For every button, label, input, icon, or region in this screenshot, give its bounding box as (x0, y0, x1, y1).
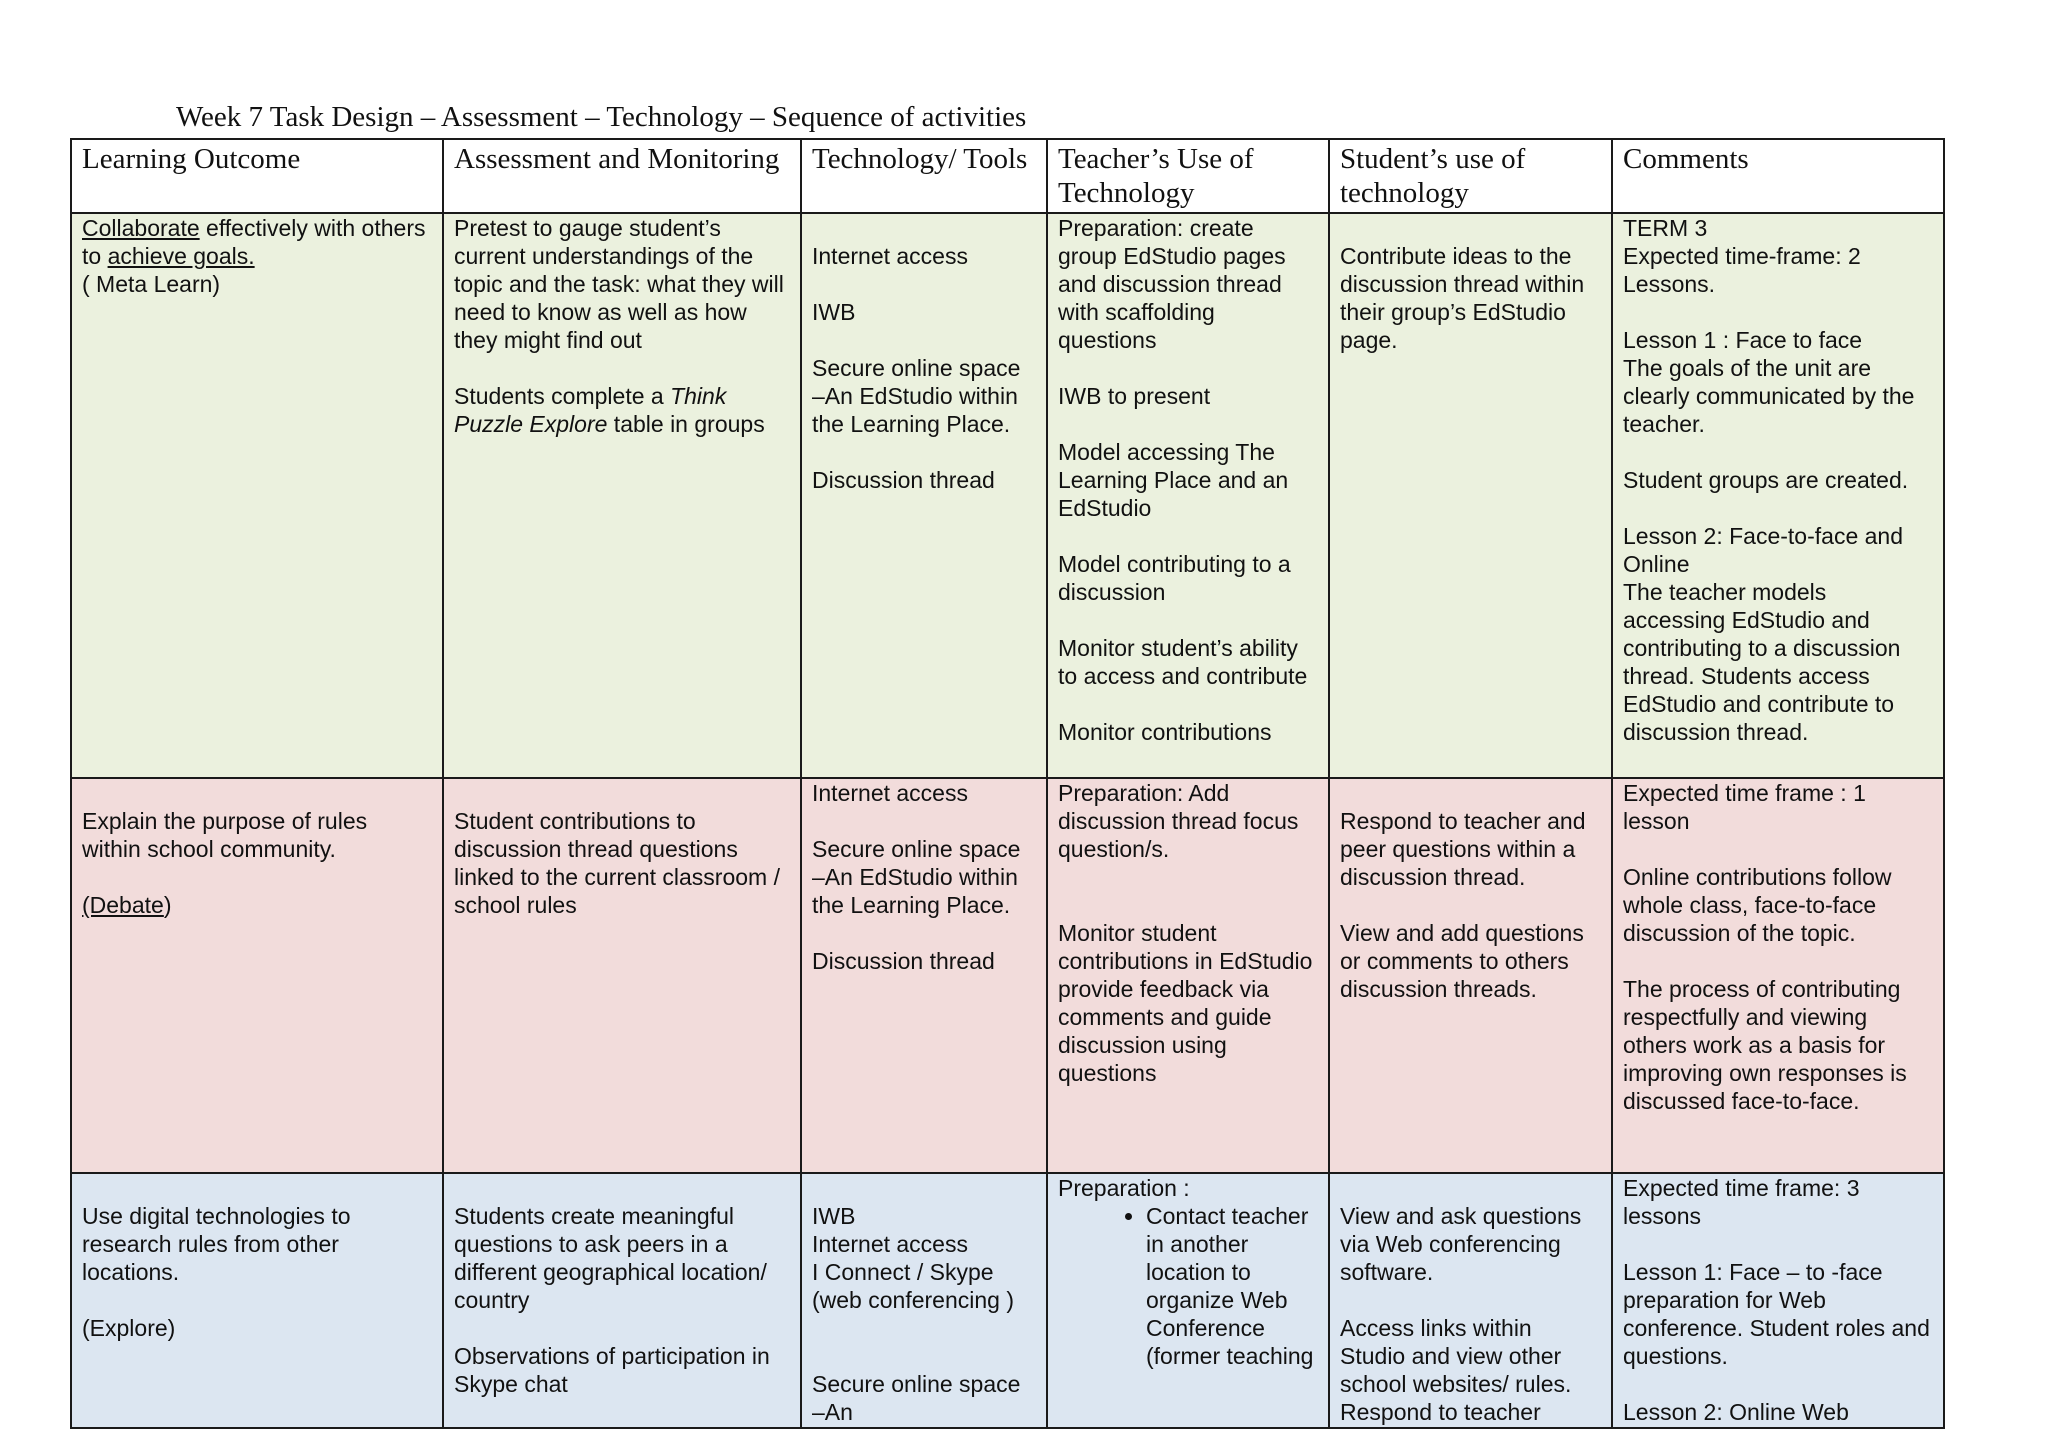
header-row (71, 139, 1944, 213)
teacher-prep-label: Preparation : (1058, 1175, 1190, 1201)
teacher-use-text: Preparation: Add discussion thread focus question/s. Monitor student contributions in EdStudio provide feedback via comments and guide discussion using questions (1058, 780, 1313, 1086)
cell-assessment (443, 1173, 801, 1428)
cell-technology (801, 778, 1047, 1173)
table-row (71, 1173, 1944, 1428)
cell-learning-outcome (71, 1173, 443, 1428)
cell-student-use (1329, 213, 1612, 778)
technology-text: Internet access IWB Secure online space –An EdStudio within the Learning Place. Discussion thread (812, 243, 1021, 493)
cell-technology (801, 1173, 1047, 1428)
comments-text: TERM 3 Expected time-frame: 2 Lessons. Lesson 1 : Face to face The goals of the unit are clearly communicated by the teacher. Student groups are created. Lesson 2: Face-to-face and Online The teacher models accessing EdStudio and contributing to a discussion thread. Students access EdStudio and contribute to discussion thread. (1623, 215, 1915, 745)
outcome-part: effectively with others to (82, 215, 426, 269)
cell-teacher-use (1047, 213, 1329, 778)
header-student-use: Student’s use of technology (1329, 139, 1612, 213)
assessment-text (454, 214, 790, 438)
outcome-underlined-debate: (Debate (82, 892, 164, 918)
table-row (71, 213, 1944, 778)
header-teacher-use: Teacher’s Use of Technology (1047, 139, 1329, 213)
outcome-part: ( Meta Learn) (82, 271, 221, 297)
comments-text: Expected time frame: 3 lessons Lesson 1: Face – to -face preparation for Web conference. Student roles and questions. Lesson 2: Online Web (1623, 1175, 1930, 1425)
comments-text: Expected time frame : 1 lesson Online contributions follow whole class, face-to-face discussion of the topic. The process of contributing respectfully and viewing others work as a basis for improving own responses is discussed face-to-face. (1623, 780, 1907, 1114)
student-use-text: Respond to teacher and peer questions within a discussion thread. View and add questions or comments to others discussion threads. (1340, 808, 1586, 1002)
cell-teacher-use (1047, 1173, 1329, 1428)
cell-comments (1612, 1173, 1944, 1428)
table-row (71, 778, 1944, 1173)
cell-student-use (1329, 778, 1612, 1173)
technology-text: IWB Internet access I Connect / Skype (web conferencing ) Secure online space –An (812, 1203, 1021, 1425)
outcome-part: ) (163, 892, 172, 918)
cell-assessment (443, 213, 801, 778)
student-use-text: View and ask questions via Web conferencing software. Access links within Studio and view other school websites/ rules. Respond to teacher (1340, 1203, 1582, 1425)
list-item: • Contact teacher in another location to organize Web Conference (former teaching (1146, 1202, 1318, 1370)
outcome-text: Use digital technologies to research rules from other locations. (Explore) (82, 1203, 351, 1341)
outcome-text (82, 779, 432, 919)
cell-teacher-use (1047, 778, 1329, 1173)
assessment-text: Student contributions to discussion thread questions linked to the current classroom / school rules (454, 808, 780, 918)
outcome-underlined-goals: achieve goals. (107, 243, 255, 269)
task-design-table (70, 138, 1945, 1429)
cell-comments (1612, 778, 1944, 1173)
assessment-part: Pretest to gauge student’s current understandings of the topic and the task: what they will need to know as well as how they might find out Students complete a (454, 215, 784, 409)
assessment-part: table in groups (607, 411, 765, 437)
student-use-text: Contribute ideas to the discussion thread within their group’s EdStudio page. (1340, 243, 1585, 353)
cell-technology (801, 213, 1047, 778)
header-assessment: Assessment and Monitoring (443, 139, 801, 213)
header-comments: Comments (1612, 139, 1944, 213)
assessment-italic: Think Puzzle Explore (454, 383, 727, 437)
document-title: Week 7 Task Design – Assessment – Technology – Sequence of activities (176, 101, 1027, 133)
cell-learning-outcome (71, 213, 443, 778)
cell-assessment (443, 778, 801, 1173)
technology-text: Internet access Secure online space –An EdStudio within the Learning Place. Discussion thread (812, 780, 1021, 974)
header-technology-tools: Technology/ Tools (801, 139, 1047, 213)
outcome-part: Explain the purpose of rules within school community. (82, 808, 368, 862)
cell-student-use (1329, 1173, 1612, 1428)
assessment-text: Students create meaningful questions to ask peers in a different geographical location/ country Observations of participation in Skype chat (454, 1203, 770, 1397)
cell-learning-outcome (71, 778, 443, 1173)
teacher-prep-list (1058, 1202, 1318, 1370)
header-learning-outcome: Learning Outcome (71, 139, 443, 213)
outcome-text (82, 214, 432, 298)
outcome-underlined-collaborate: Collaborate (82, 215, 200, 241)
cell-comments (1612, 213, 1944, 778)
teacher-use-text: Preparation: create group EdStudio pages and discussion thread with scaffolding questions IWB to present Model accessing The Learning Place and an EdStudio Model contributing to a discussion Monitor student’s ability to access and contribute Monitor contributions (1058, 215, 1308, 745)
